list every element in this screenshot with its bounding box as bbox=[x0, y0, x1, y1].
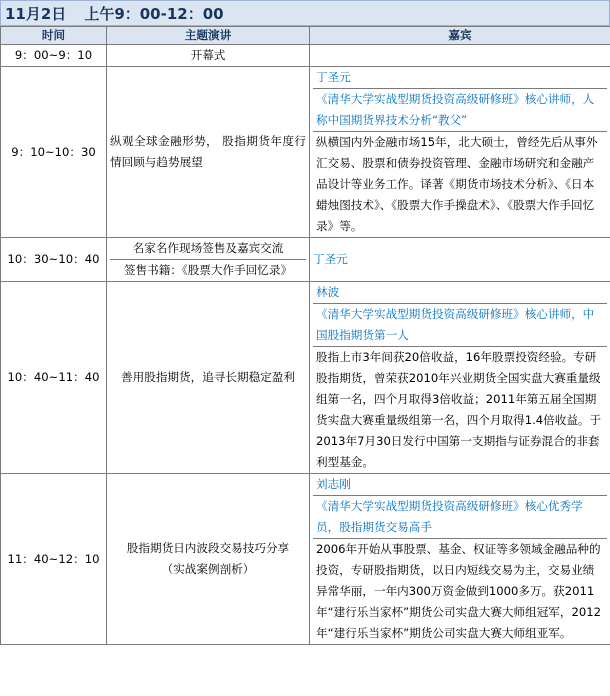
column-header-topic: 主题演讲 bbox=[107, 27, 310, 45]
guest-title: 《清华大学实战型期货投资高级研修班》核心讲师，中国股指期货第一人 bbox=[313, 304, 607, 347]
topic-line: （实战案例剖析） bbox=[161, 562, 255, 576]
guest-title: 《清华大学实战型期货投资高级研修班》核心优秀学员，股指期货交易高手 bbox=[313, 496, 607, 539]
topic-cell bbox=[107, 474, 310, 645]
guest-description: 2006年开始从事股票、基金、权证等多领域金融品种的投资，专研股指期货，以日内短线交易为主，交易业绩异常华丽，一年内300万资金做到1000多万。获2011年“建行乐当家杯”期货公司实盘大赛大师组冠军，2012年“建行乐当家杯”期货公司实盘大赛大师组亚军。 bbox=[316, 542, 601, 640]
topic-line: 股指期货日内波段交易技巧分享 bbox=[126, 541, 290, 555]
time-cell: 10：40~11：40 bbox=[1, 282, 107, 474]
topic-line: 名家名作现场签售及嘉宾交流 bbox=[110, 238, 306, 260]
column-header-guest: 嘉宾 bbox=[310, 27, 610, 45]
table-row bbox=[1, 45, 610, 67]
time-cell: 9：10~10：30 bbox=[1, 67, 107, 238]
guest-cell bbox=[310, 282, 610, 474]
table-row bbox=[1, 474, 610, 645]
guest-name: 刘志刚 bbox=[313, 474, 607, 496]
table-row bbox=[1, 238, 610, 282]
guest-cell bbox=[310, 474, 610, 645]
session-date: 11月2日 bbox=[5, 4, 67, 23]
topic-cell: 善用股指期货，追寻长期稳定盈利 bbox=[107, 282, 310, 474]
guest-description: 股指上市3年间获20倍收益，16年股票投资经验。专研股指期货，曾荣获2010年兴业期货全国实盘大赛重量级组第一名，四个月取得3倍收益；2011年第五届全国期货实盘大赛重量级组第一名，四个月取得1.4倍收益。于2013年7月30日发行中国第一支期指与证券混合的非套利型基金。 bbox=[316, 350, 602, 469]
time-cell: 9：00~9：10 bbox=[1, 45, 107, 67]
table-row bbox=[1, 67, 610, 238]
topic-cell: 开幕式 bbox=[107, 45, 310, 67]
session-header bbox=[0, 0, 610, 26]
guest-cell bbox=[310, 67, 610, 238]
table-header-row bbox=[1, 27, 610, 45]
session-time: 上午9：00-12：00 bbox=[84, 4, 224, 23]
column-header-time: 时间 bbox=[1, 27, 107, 45]
topic-cell bbox=[107, 238, 310, 282]
time-cell: 11：40~12：10 bbox=[1, 474, 107, 645]
table-row bbox=[1, 282, 610, 474]
guest-name: 丁圣元 bbox=[313, 67, 607, 89]
schedule-table bbox=[0, 26, 610, 645]
time-cell: 10：30~10：40 bbox=[1, 238, 107, 282]
topic-cell: 纵观全球金融形势， 股指期货年度行情回顾与趋势展望 bbox=[107, 67, 310, 238]
guest-name: 丁圣元 bbox=[310, 238, 610, 282]
guest-description: 纵横国内外金融市场15年，北大硕士，曾经先后从事外汇交易、股票和债券投资管理、金融市场研究和金融产品设计等业务工作。译著《期货市场技术分析》、《日本蜡烛图技术》、《股票大作手操盘术》、《股票大作手回忆录》等。 bbox=[316, 135, 598, 233]
guest-cell bbox=[310, 45, 610, 67]
guest-name: 林波 bbox=[313, 282, 607, 304]
guest-title: 《清华大学实战型期货投资高级研修班》核心讲师，人称中国期货界技术分析“教父” bbox=[313, 89, 607, 132]
topic-line: 签售书籍：《股票大作手回忆录》 bbox=[123, 263, 293, 277]
